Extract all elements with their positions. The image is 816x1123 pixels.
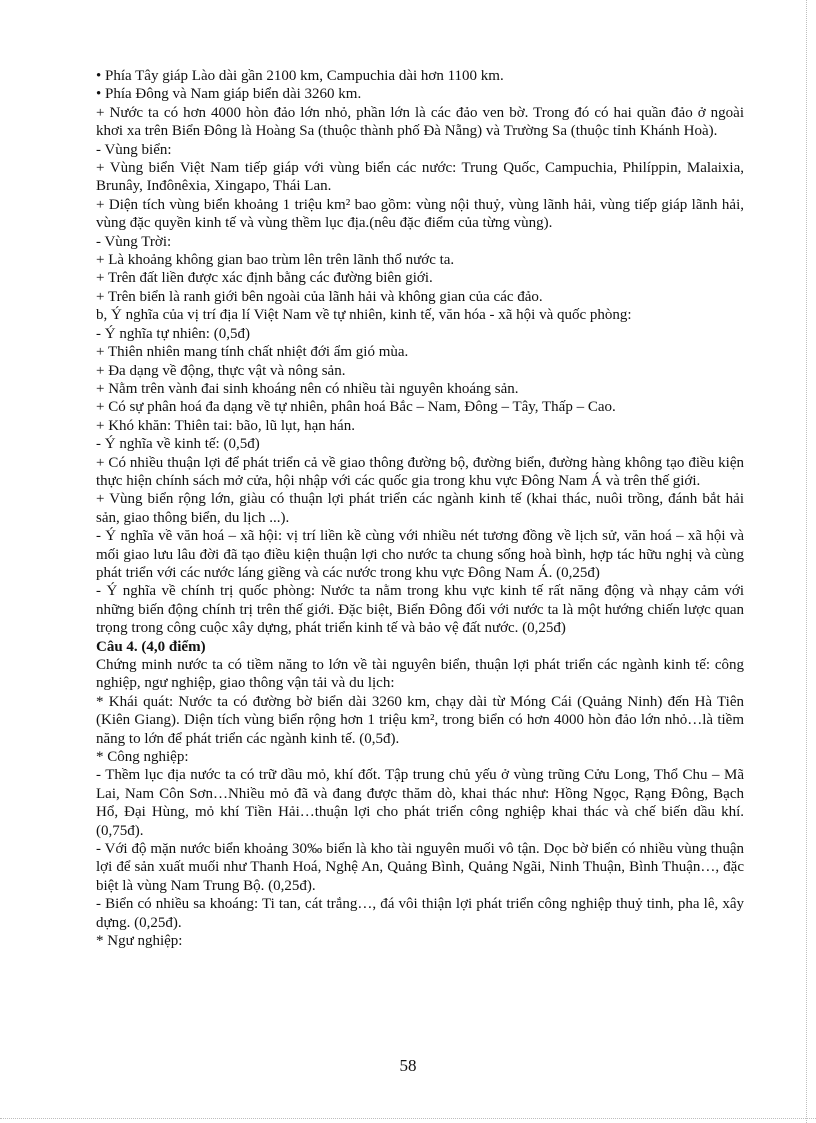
paragraph: + Nước ta có hơn 4000 hòn đảo lớn nhỏ, phần lớn là các đảo ven bờ. Trong đó có hai quần đảo ở ngoài khơi xa trên Biển Đông là Hoàng Sa (thuộc thành phố Đà Nẵng) và Trường Sa (thuộc tỉnh Khánh Hoà). (96, 104, 744, 140)
paragraph: - Vùng biển: (96, 141, 172, 158)
paragraph: - Thềm lục địa nước ta có trữ dầu mỏ, khí đốt. Tập trung chủ yếu ở vùng trũng Cửu Long, Thổ Chu – Mã Lai, Nam Côn Sơn…Nhiều mỏ đã và đang được thăm dò, khai thác như: Hồng Ngọc, Rạng Đông, Bạch Hổ, Đại Hùng, mỏ khí Tiền Hải…thuận lợi cho phát triển công nghiệp khai thác và chế biến dầu khí. (0,75đ). (96, 767, 744, 839)
page-number: 58 (399, 1056, 417, 1075)
paragraph: - Biển có nhiều sa khoáng: Ti tan, cát trắng…, đá vôi thiận lợi phát triển công nghiệp thuỷ tinh, pha lê, xây dựng. (0,25đ). (96, 896, 744, 931)
paragraph: - Ý nghĩa về chính trị quốc phòng: Nước ta nằm trong khu vực kinh tế rất năng động và nhạy cảm với những biến động chính trị trên thế giới. Đặc biệt, Biển Đông đối với nước ta là một hướng chiến lược quan trọng trong công cuộc xây dựng, phát triển kinh tế và bảo vệ đất nước. (0,25đ) (96, 583, 744, 637)
paragraph: + Là khoảng không gian bao trùm lên trên lãnh thổ nước ta. (96, 252, 455, 269)
paragraph: + Có nhiều thuận lợi để phát triển cả về giao thông đường bộ, đường biển, đường hàng không tạo điều kiện thực hiện chính sách mở cửa, hội nhập với các quốc gia trong khu vực Đông Nam Á và trên thế giới. (96, 454, 744, 489)
paragraph: + Có sự phân hoá đa dạng về tự nhiên, phân hoá Bắc – Nam, Đông – Tây, Thấp – Cao. (96, 399, 616, 416)
paragraph: b, Ý nghĩa của vị trí địa lí Việt Nam về tự nhiên, kinh tế, văn hóa - xã hội và quốc phòng: (96, 307, 632, 324)
page-edge-bottom (0, 1118, 816, 1121)
paragraph: + Diện tích vùng biển khoảng 1 triệu km² bao gồm: vùng nội thuỷ, vùng lãnh hải, vùng tiếp giáp lãnh hải, vùng đặc quyền kinh tế và vùng thềm lục địa.(nêu đặc điểm của từng vùng). (96, 196, 744, 232)
paragraph: * Công nghiệp: (96, 749, 189, 766)
paragraph: + Thiên nhiên mang tính chất nhiệt đới ẩm gió mùa. (96, 344, 409, 361)
paragraph: - Ý nghĩa về kinh tế: (0,5đ) (96, 436, 260, 453)
paragraph: * Khái quát: Nước ta có đường bờ biển dài 3260 km, chạy dài từ Móng Cái (Quảng Ninh) đến Hà Tiên (Kiên Giang). Diện tích vùng biển rộng hơn 1 triệu km², trong biển có hơn 4000 hòn đảo lớn nhỏ…là tiềm năng to lớn để phát triển các ngành kinh tế. (0,5đ). (96, 693, 744, 747)
paragraph: + Trên biển là ranh giới bên ngoài của lãnh hải và không gian của các đảo. (96, 288, 543, 305)
paragraph: + Nằm trên vành đai sinh khoáng nên có nhiều tài nguyên khoáng sản. (96, 380, 519, 397)
paragraph: - Với độ mặn nước biển khoảng 30‰ biển là kho tài nguyên muối vô tận. Dọc bờ biển có nhiều vùng thuận lợi để sản xuất muối như Thanh Hoá, Nghệ An, Quảng Bình, Quảng Ngãi, Ninh Thuận, Bình Thuận…, đặc biệt là vùng Nam Trung Bộ. (0,25đ). (96, 841, 744, 894)
section-heading: Câu 4. (4,0 điểm) (96, 638, 206, 655)
paragraph: Chứng minh nước ta có tiềm năng to lớn về tài nguyên biển, thuận lợi phát triển các ngành kinh tế: công nghiệp, ngư nghiệp, giao thông vận tải và du lịch: (96, 657, 744, 692)
paragraph: + Trên đất liền được xác định bằng các đường biên giới. (96, 270, 433, 287)
page-edge-right (806, 0, 809, 1123)
paragraph: * Ngư nghiệp: (96, 933, 183, 950)
paragraph: + Khó khăn: Thiên tai: bão, lũ lụt, hạn hán. (96, 417, 355, 434)
paragraph: • Phía Tây giáp Lào dài gần 2100 km, Campuchia dài hơn 1100 km. (96, 68, 504, 84)
paragraph: + Vùng biển Việt Nam tiếp giáp với vùng biển các nước: Trung Quốc, Campuchia, Philíppin, Malaixia, Brunây, Inđônêxia, Xingapo, Thái Lan. (96, 160, 744, 195)
paragraph: - Vùng Trời: (96, 233, 172, 250)
paragraph: - Ý nghĩa tự nhiên: (0,5đ) (96, 325, 250, 342)
paragraph: + Đa dạng về động, thực vật và nông sản. (96, 362, 346, 379)
paragraph: + Vùng biển rộng lớn, giàu có thuận lợi phát triển các ngành kinh tế (khai thác, nuôi trồng, đánh bắt hải sản, giao thông biển, du lịch ...). (96, 491, 744, 526)
paragraph: - Ý nghĩa về văn hoá – xã hội: vị trí liền kề cùng với nhiều nét tương đồng về lịch sử, văn hoá – xã hội và mối giao lưu lâu đời đã tạo điều kiện thuận lợi cho nước ta chung sống hoà bình, hợp tác hữu nghị và cùng phát triển với các nước láng giềng và các nước trong khu vực Đông Nam Á. (0,25đ) (96, 528, 744, 581)
page-body (96, 67, 744, 951)
paragraph: • Phía Đông và Nam giáp biển dài 3260 km. (96, 86, 362, 103)
